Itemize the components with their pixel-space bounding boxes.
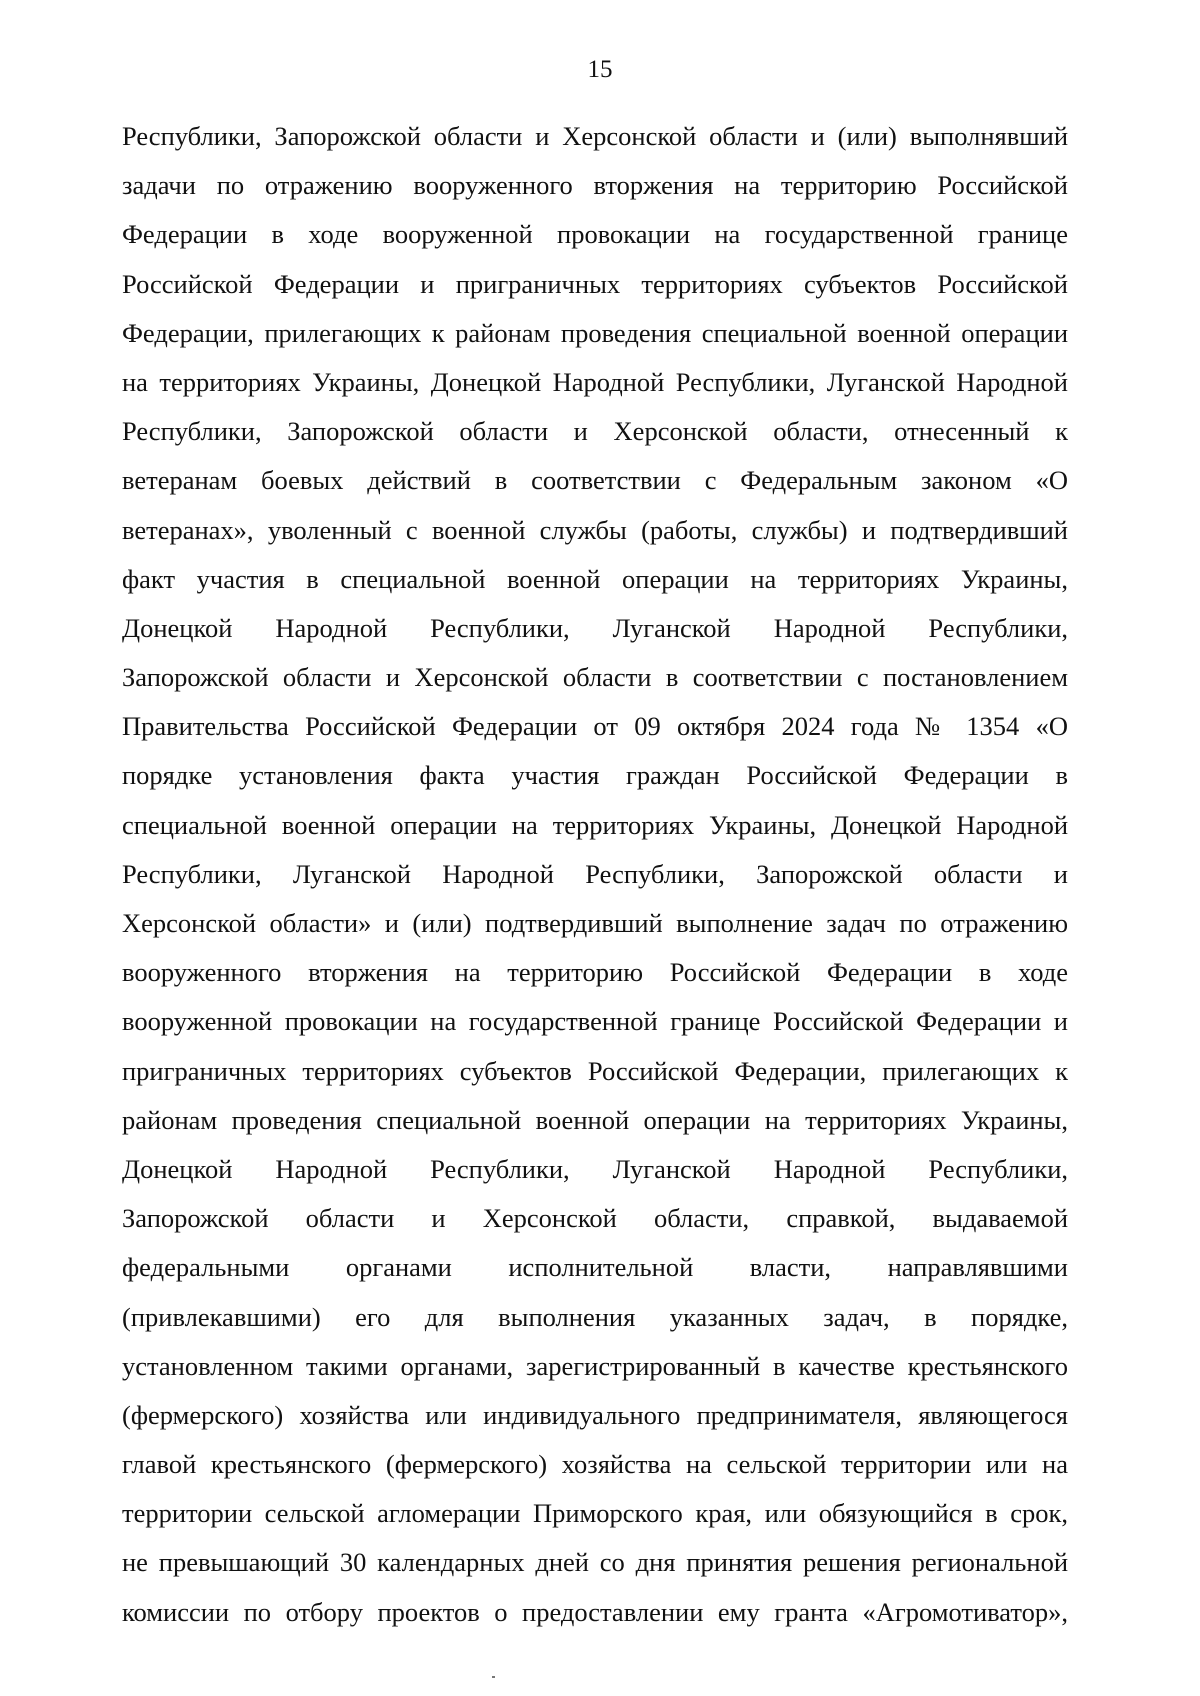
text-line: территории сельской агломерации Приморского края, или обязующийся в срок, <box>122 1498 1068 1529</box>
body-text <box>122 112 1068 1637</box>
text-line: вооруженного вторжения на территорию Российской Федерации в ходе <box>122 957 1068 988</box>
page-number: 15 <box>587 56 613 83</box>
text-line: Федерации, прилегающих к районам проведения специальной военной операции <box>122 317 1068 348</box>
text-line: Республики, Запорожской области и Херсонской области, отнесенный к <box>122 416 1068 447</box>
text-line: вооруженной провокации на государственной границе Российской Федерации и <box>122 1006 1068 1037</box>
text-line: факт участия в специальной военной операции на территориях Украины, <box>122 563 1068 594</box>
text-line: Правительства Российской Федерации от 09 октября 2024 года № 1354 «О <box>122 711 1068 742</box>
text-line: (фермерского) хозяйства или индивидуального предпринимателя, являющегося <box>122 1399 1068 1430</box>
text-line: Республики, Запорожской области и Херсонской области и (или) выполнявший <box>122 121 1068 151</box>
text-line: приграничных территориях субъектов Российской Федерации, прилегающих к <box>122 1055 1068 1086</box>
text-line: ветеранах», уволенный с военной службы (работы, службы) и подтвердивший <box>122 514 1068 545</box>
text-line: не превышающий 30 календарных дней со дня принятия решения региональной <box>122 1547 1068 1578</box>
text-line: на территориях Украины, Донецкой Народной Республики, Луганской Народной <box>122 366 1068 397</box>
text-line: порядке установления факта участия граждан Российской Федерации в <box>122 760 1068 791</box>
text-line: задачи по отражению вооруженного вторжения на территорию Российской <box>122 170 1068 201</box>
text-line: (привлекавшими) его для выполнения указанных задач, в порядке, <box>122 1301 1068 1332</box>
text-line: Запорожской области и Херсонской области в соответствии с постановлением <box>122 662 1068 693</box>
text-line: Донецкой Народной Республики, Луганской Народной Республики, <box>122 1153 1068 1184</box>
text-line: федеральными органами исполнительной власти, направлявшими <box>122 1252 1068 1283</box>
text-line: Республики, Луганской Народной Республики, Запорожской области и <box>122 858 1068 889</box>
text-line: главой крестьянского (фермерского) хозяйства на сельской территории или на <box>122 1449 1068 1480</box>
text-line: районам проведения специальной военной операции на территориях Украины, <box>122 1104 1068 1135</box>
text-line: установленном такими органами, зарегистрированный в качестве крестьянского <box>122 1350 1068 1381</box>
scan-artifact <box>492 1676 495 1678</box>
text-line: Федерации в ходе вооруженной провокации на государственной границе <box>122 219 1068 250</box>
text-line: Херсонской области» и (или) подтвердивший выполнение задач по отражению <box>122 908 1068 938</box>
text-line: Запорожской области и Херсонской области, справкой, выдаваемой <box>122 1203 1068 1234</box>
text-line: ветеранам боевых действий в соответствии с Федеральным законом «О <box>122 465 1068 496</box>
text-line: комиссии по отбору проектов о предоставлении ему гранта «Агромотиватор», <box>122 1596 1068 1627</box>
text-line: специальной военной операции на территориях Украины, Донецкой Народной <box>122 809 1068 840</box>
text-line: Донецкой Народной Республики, Луганской Народной Республики, <box>122 612 1068 643</box>
text-line: Российской Федерации и приграничных территориях субъектов Российской <box>122 268 1068 299</box>
